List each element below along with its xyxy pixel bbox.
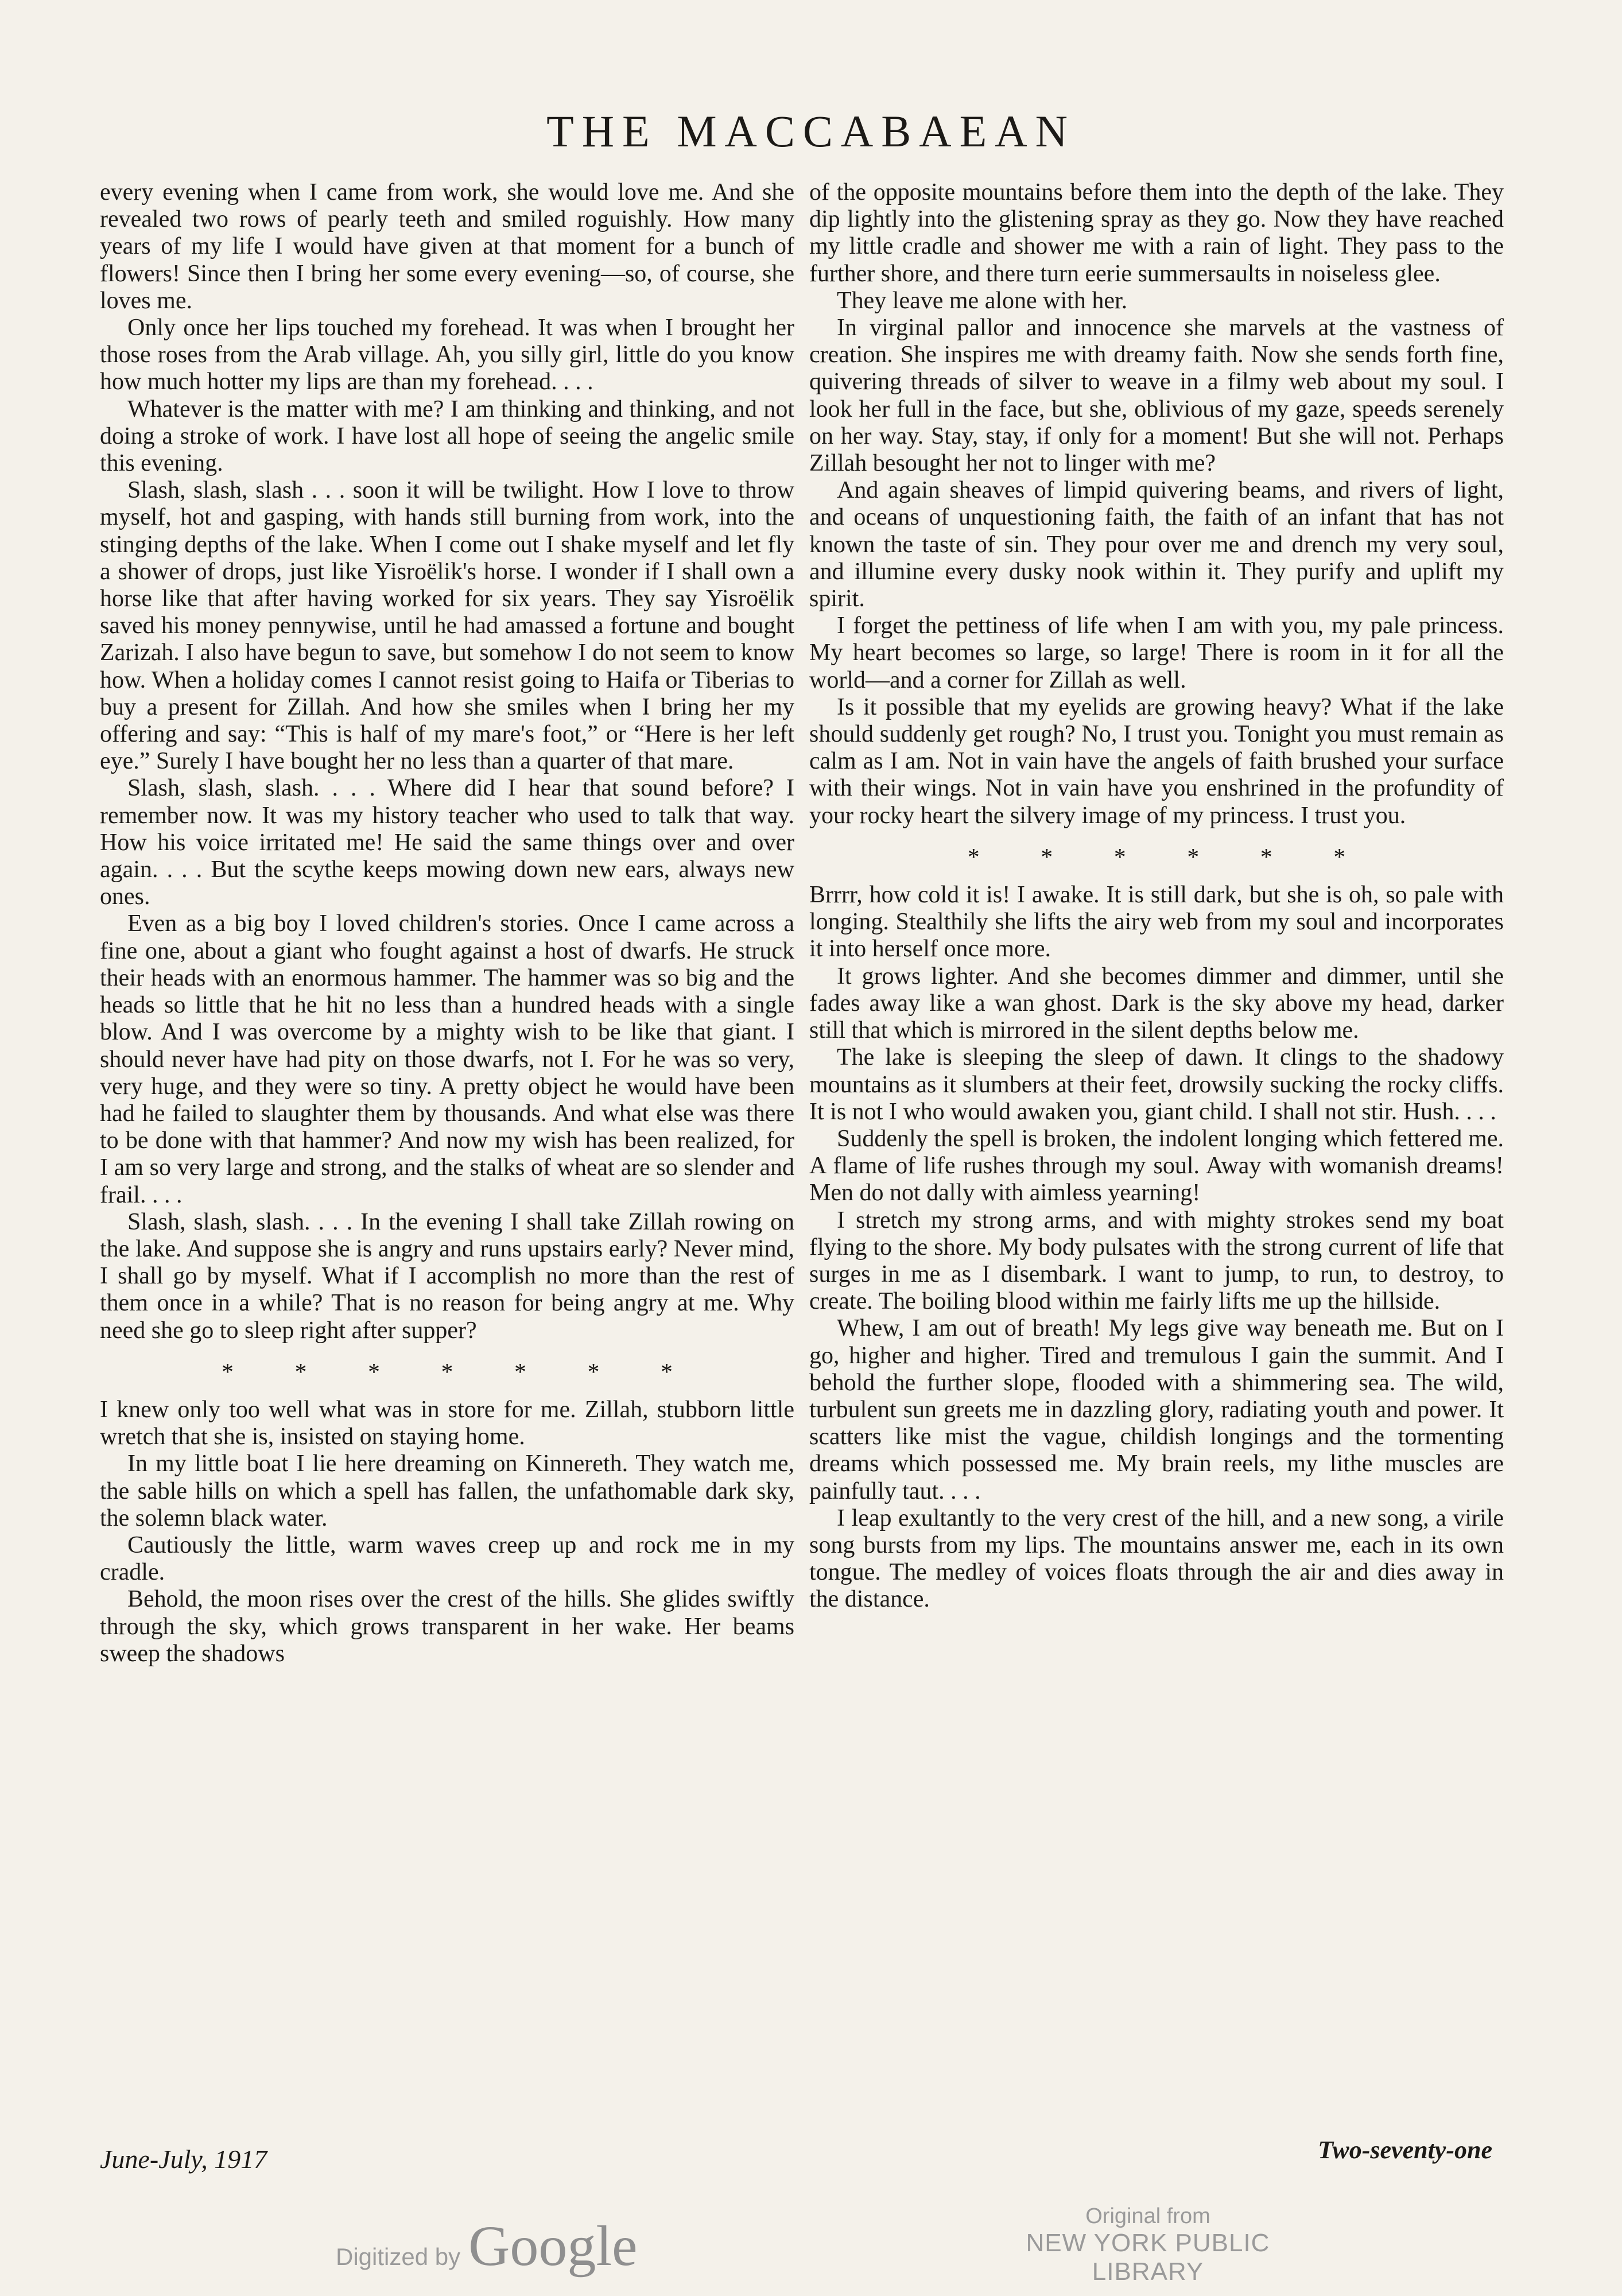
- paragraph: I knew only too well what was in store for me. Zillah, stubborn little wretch that she is, insisted on staying home.: [100, 1396, 794, 1450]
- paragraph: Slash, slash, slash . . . soon it will be twilight. How I love to throw myself, hot and gasping, with hands still burning from work, into the stinging depths of the lake. When I come out I shake myself and let fly a shower of drops, just like Yisroëlik's horse. I wonder if I shall own a horse like that after having worked for six years. They say Yisroëlik saved his money pennywise, until he had amassed a fortune and bought Zarizah. I also have begun to save, but somehow I do not seem to know how. When a holiday comes I cannot resist going to Haifa or Tiberias to buy a present for Zillah. And how she smiles when I bring her my offering and say: “This is half of my mare's foot,” or “Here is her left eye.” Surely I have bought her no less than a quarter of that mare.: [100, 477, 794, 775]
- paragraph: The lake is sleeping the sleep of dawn. It clings to the shadowy mountains as it slumbers at their feet, drowsily sucking the rocky cliffs. It is not I who would awaken you, giant child. I shall not stir. Hush. . . .: [809, 1044, 1504, 1125]
- google-logo: Google: [468, 2214, 638, 2278]
- paragraph: Whew, I am out of breath! My legs give way beneath me. But on I go, higher and higher. Tired and tremulous I gain the summit. And I behold the further slope, flooded with a shimmering sea. The wild, turbulent sun greets me in dazzling glory, radiating youth and power. It scatters like mist the vague, childish longings and the tormenting dreams which possessed me. My brain reels, my lithe muscles are painfully taut. . . .: [809, 1315, 1504, 1504]
- digitized-watermark: [336, 2213, 638, 2279]
- paragraph: Whatever is the matter with me? I am thinking and thinking, and not doing a stroke of work. I have lost all hope of seeing the angelic smile this evening.: [100, 395, 794, 477]
- paragraph: Brrrr, how cold it is! I awake. It is still dark, but she is oh, so pale with longing. Stealthily she lifts the airy web from my soul and incorporates it into herself once more.: [809, 882, 1504, 963]
- paragraph: Behold, the moon rises over the crest of the hills. She glides swiftly through the sky, which grows transparent in her wake. Her beams sweep the shadows: [100, 1586, 794, 1667]
- paragraph: In my little boat I lie here dreaming on Kinnereth. They watch me, the sable hills on which a spell has fallen, the unfathomable dark sky, the solemn black water.: [100, 1450, 794, 1531]
- masthead-title: THE MACCABAEAN: [546, 106, 1076, 156]
- paragraph: In virginal pallor and innocence she marvels at the vastness of creation. She inspires me with dreamy faith. Now she sends forth fine, quivering threads of silver to weave in a filmy web about my soul. I look her full in the face, but she, oblivious of my gaze, speeds serenely on her way. Stay, stay, if only for a moment! But she will not. Perhaps Zillah besought her not to linger with me?: [809, 315, 1504, 477]
- paragraph: Cautiously the little, warm waves creep up and rock me in my cradle.: [100, 1531, 794, 1586]
- paragraph: of the opposite mountains before them into the depth of the lake. They dip lightly into the glistening spray as they go. Now they have reached my little cradle and shower me with a rain of light. They pass to the further shore, and there turn eerie summersaults in noiseless glee.: [809, 179, 1504, 287]
- paragraph: every evening when I came from work, she would love me. And she revealed two rows of pearly teeth and smiled roguishly. How many years of my life I would have given at that moment for a bunch of flowers! Since then I bring her some every evening—so, of course, she loves me.: [100, 179, 794, 314]
- paragraph: And again sheaves of limpid quivering beams, and rivers of light, and oceans of unquestioning faith, the faith of an infant that has not known the taste of sin. They pour over me and drench my very soul, and illumine every dusky nook within it. They purify and uplift my spirit.: [809, 477, 1504, 612]
- original-from-label: Original from: [1085, 2204, 1210, 2228]
- library-name: NEW YORK PUBLIC LIBRARY: [1026, 2229, 1270, 2286]
- paragraph: Even as a big boy I loved children's stories. Once I came across a fine one, about a giant who fought against a host of dwarfs. He struck their heads with an enormous hammer. The hammer was so big and the heads so little that he hit no less than a hundred heads with a single blow. And I was overcome by a mighty wish to be like that giant. I should never have had pity on those dwarfs, not I. For he was so very, very huge, and they were so tiny. A pretty object he would have been had he failed to slaughter them by thousands. And what else was there to be done with that hammer? And now my wish has been realized, for I am so very large and strong, and the stalks of wheat are so slender and frail. . . .: [100, 910, 794, 1208]
- page-number: Two-seventy-one: [1318, 2136, 1492, 2164]
- digitized-by-label: Digitized by: [336, 2243, 461, 2270]
- paragraph: I forget the pettiness of life when I am with you, my pale princess. My heart becomes so large, so large! There is room in it for all the world—and a corner for Zillah as well.: [809, 612, 1504, 693]
- paragraph: Suddenly the spell is broken, the indolent longing which fettered me. A flame of life rushes through my soul. Away with womanish dreams! Men do not dally with aimless yearning!: [809, 1125, 1504, 1207]
- paragraph: Only once her lips touched my forehead. It was when I brought her those roses from the Arab village. Ah, you silly girl, little do you know how much hotter my lips are than my forehead. . . .: [100, 315, 794, 395]
- source-watermark: [976, 2204, 1320, 2286]
- paragraph: Is it possible that my eyelids are growing heavy? What if the lake should suddenly get rough? No, I trust you. Tonight you must remain as calm as I am. Not in vain have the angels of faith brushed your surface with their wings. Not in vain have you enshrined in the profundity of your rocky heart the silvery image of my princess. I trust you.: [809, 693, 1504, 829]
- left-column: [100, 179, 794, 1667]
- paragraph: I stretch my strong arms, and with mighty strokes send my boat flying to the shore. My body pulsates with the strong current of life that surges in me as I disembark. I want to jump, to run, to destroy, to create. The boiling blood within me fairly lifts me up the hillside.: [809, 1207, 1504, 1315]
- section-separator: * * * * * *: [967, 844, 1373, 871]
- right-column: [809, 179, 1504, 1614]
- paragraph: They leave me alone with her.: [837, 287, 1128, 314]
- section-separator: * * * * * * *: [222, 1359, 700, 1386]
- paragraph: It grows lighter. And she becomes dimmer and dimmer, until she fades away like a wan ghost. Dark is the sky above my head, darker still that which is mirrored in the silent depths below me.: [809, 963, 1504, 1044]
- issue-date: June-July, 1917: [100, 2144, 267, 2174]
- paragraph: Slash, slash, slash. . . . In the evening I shall take Zillah rowing on the lake. And suppose she is angry and runs upstairs early? Never mind, I shall go by myself. What if I accomplish no more than the rest of them once in a while? That is no reason for being angry at me. Why need she go to sleep right after supper?: [100, 1208, 794, 1344]
- paragraph: I leap exultantly to the very crest of the hill, and a new song, a virile song bursts from my lips. The mountains answer me, each in its own tongue. The medley of voices floats through the air and dies away in the distance.: [809, 1504, 1504, 1613]
- paragraph: Slash, slash, slash. . . . Where did I hear that sound before? I remember now. It was my history teacher who used to talk that way. How his voice irritated me! He said the same things over and over again. . . . But the scythe keeps mowing down new ears, always new ones.: [100, 775, 794, 910]
